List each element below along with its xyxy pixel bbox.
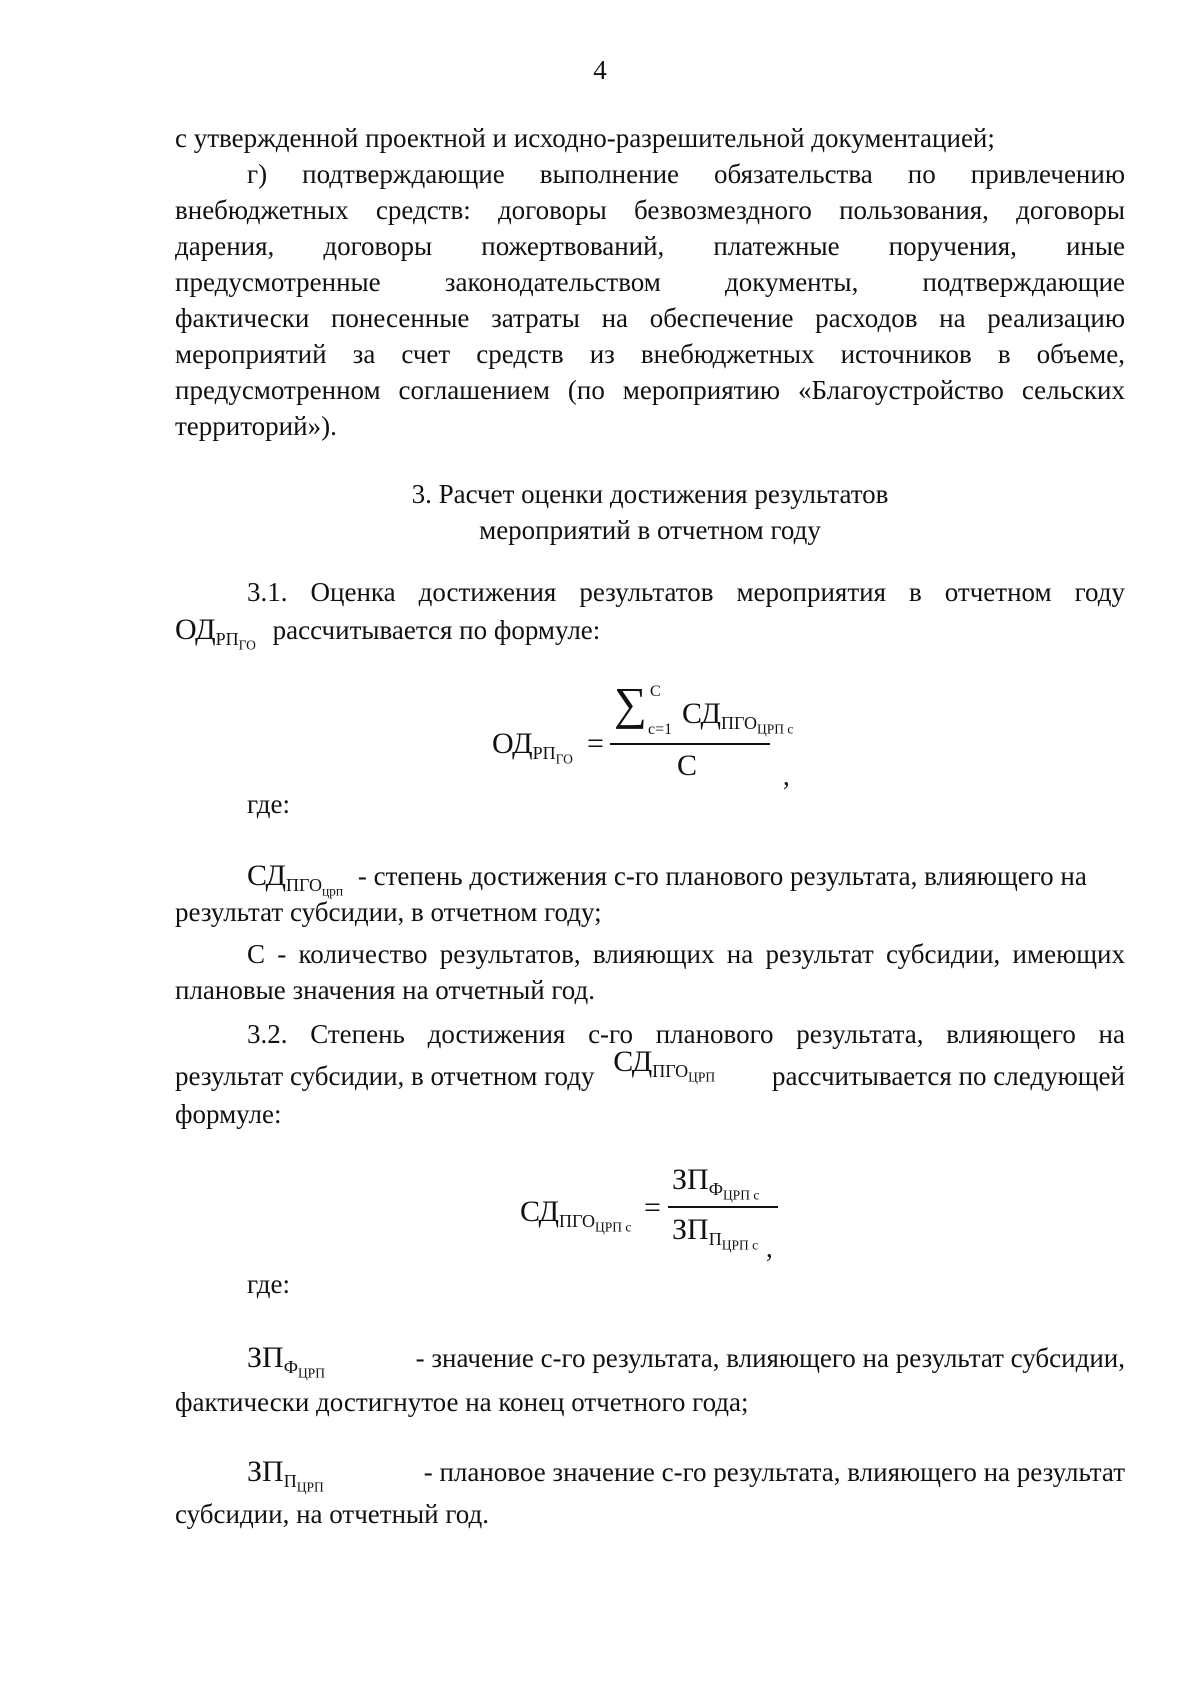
item-g-line: предусмотренные законодательством документы, подтверждающие [175, 267, 1125, 297]
formula-od-equals: = [587, 727, 604, 760]
p31-line2 [175, 612, 601, 654]
p31-line: 3.1. Оценка достижения результатов мероприятия в отчетном году [247, 577, 1125, 607]
where-label: где: [247, 1269, 290, 1299]
fraction-bar [668, 1206, 778, 1208]
definition-sd-text: результат субсидии, в отчетном году; [175, 897, 602, 927]
symbol-od-rp-go: $ОД_{РП_{ГО}}$ [175, 613, 256, 654]
p32-line: 3.2. Степень достижения с-го планового результата, влияющего на [247, 1019, 1125, 1049]
formula-od-comma: , [783, 761, 790, 791]
numerator-term: $СД_{ПГО_{ЦРП c}}$ [682, 697, 794, 738]
p32-line2 [175, 1045, 1125, 1094]
formula-sd-numerator: $ЗП_{Ф_{ЦРП c}}$ [672, 1163, 760, 1204]
definition-zp-p [247, 1454, 1125, 1496]
sum-upper-limit: C [650, 683, 661, 700]
p31-line2-text: рассчитывается по формуле: [272, 615, 601, 645]
page-number: 4 [593, 55, 607, 85]
formula-sd-comma: , [766, 1233, 773, 1263]
definition-sd [247, 858, 1125, 900]
fraction-bar [610, 743, 770, 745]
definition-zp-f-text: фактически достигнутое на конец отчетного года; [175, 1387, 749, 1417]
item-g-line: мероприятий за счет средств из внебюджетных источников в объеме, [175, 339, 1125, 369]
symbol-sd-pgo-crp: $СД_{ПГО_{ЦРП}}$ [613, 1045, 716, 1086]
item-g-line: фактически понесенные затраты на обеспечение расходов на реализацию [175, 303, 1125, 333]
symbol-zp-f: $ЗП_{Ф_{ЦРП}}$ [247, 1341, 325, 1382]
p32-line2-end: рассчитывается по следующей [772, 1061, 1125, 1091]
item-g-line: территорий»). [175, 411, 337, 441]
sum-sign: ∑ [614, 678, 647, 729]
section-heading-line: 3. Расчет оценки достижения результатов [411, 479, 889, 509]
intro-line: с утвержденной проектной и исходно-разрешительной документацией; [175, 123, 995, 153]
formula-sd-lhs: $СД_{ПГО_{ЦРП c}}$ [520, 1195, 632, 1236]
p32-line2-start: результат субсидии, в отчетном году [175, 1061, 595, 1091]
symbol-zp-p: $ЗП_{П_{ЦРП}}$ [247, 1455, 324, 1496]
formula-od [480, 678, 840, 800]
definition-zp-f-text: - значение с-го результата, влияющего на результат субсидии, [415, 1343, 1125, 1373]
item-g-line: предусмотренном соглашением (по мероприятию «Благоустройство сельских [175, 375, 1125, 405]
p32-line3: формуле: [175, 1099, 282, 1129]
definition-c-text: плановые значения на отчетный год. [175, 975, 596, 1005]
item-g-line: внебюджетных средств: договоры безвозмездного пользования, договоры [175, 195, 1125, 225]
symbol-sd-pgo: $СД_{ПГО_{црп}}$ [247, 859, 344, 900]
formula-sd-denominator: $ЗП_{П_{ЦРП c}}$ [672, 1213, 759, 1254]
definition-c-text: С - количество результатов, влияющих на результат субсидии, имеющих [247, 939, 1125, 969]
item-g-line: дарения, договоры пожертвований, платежные поручения, иные [175, 231, 1125, 261]
sum-lower-limit: c=1 [648, 721, 673, 738]
formula-od-denominator: С [677, 749, 698, 782]
definition-zp-p-text: - плановое значение с-го результата, влияющего на результат [423, 1457, 1125, 1487]
section-heading-line: мероприятий в отчетном году [479, 515, 821, 545]
where-label: где: [247, 789, 290, 819]
definition-zp-p-text: субсидии, на отчетный год. [175, 1499, 489, 1529]
item-g-line: г) подтверждающие выполнение обязательства по привлечению [247, 159, 1125, 189]
formula-sd [520, 1160, 840, 1280]
formula-od-lhs: $ОД_{РП_{ГО}}$ [492, 727, 573, 768]
definition-zp-f [247, 1340, 1125, 1382]
definition-sd-text: - степень достижения с-го планового результата, влияющего на [357, 861, 1087, 891]
formula-sd-equals: = [644, 1191, 661, 1224]
